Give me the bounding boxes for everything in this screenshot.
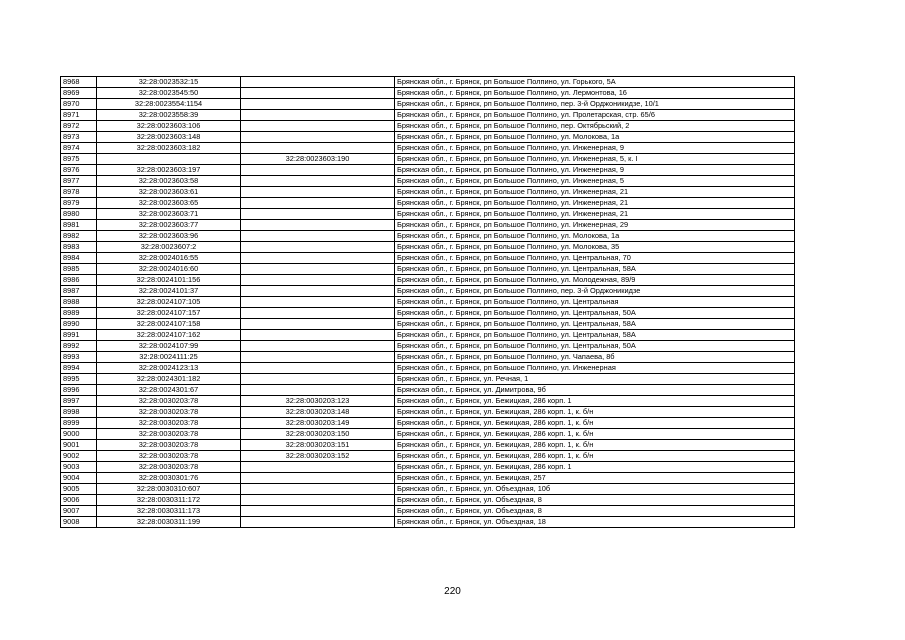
record-number-cell: 8982 <box>61 231 97 242</box>
table-row <box>61 198 795 209</box>
object-cadastral-number-cell <box>241 242 395 253</box>
table-row <box>61 121 795 132</box>
record-number-cell: 8989 <box>61 308 97 319</box>
record-number-cell: 8992 <box>61 341 97 352</box>
table-row <box>61 363 795 374</box>
cadastral-number-cell: 32:28:0024101:37 <box>97 286 241 297</box>
object-cadastral-number-cell <box>241 506 395 517</box>
object-cadastral-number-cell <box>241 275 395 286</box>
record-number-cell: 8999 <box>61 418 97 429</box>
table-row <box>61 396 795 407</box>
record-number-cell: 9003 <box>61 462 97 473</box>
table-row <box>61 77 795 88</box>
object-cadastral-number-cell <box>241 198 395 209</box>
object-cadastral-number-cell <box>241 220 395 231</box>
address-cell: Брянская обл., г. Брянск, рп Большое Полпино, ул. Центральная, 50А <box>395 341 795 352</box>
table-row <box>61 484 795 495</box>
table-row <box>61 352 795 363</box>
record-number-cell: 8990 <box>61 319 97 330</box>
address-cell: Брянская обл., г. Брянск, ул. Бежицкая, 286 корп. 1 <box>395 396 795 407</box>
object-cadastral-number-cell <box>241 517 395 528</box>
address-cell: Брянская обл., г. Брянск, рп Большое Полпино, ул. Инженерная, 5 <box>395 176 795 187</box>
cadastral-number-cell: 32:28:0024107:157 <box>97 308 241 319</box>
table-row <box>61 451 795 462</box>
table-row <box>61 341 795 352</box>
object-cadastral-number-cell <box>241 341 395 352</box>
table-row <box>61 253 795 264</box>
address-cell: Брянская обл., г. Брянск, рп Большое Полпино, ул. Лермонтова, 16 <box>395 88 795 99</box>
object-cadastral-number-cell <box>241 143 395 154</box>
cadastral-number-cell: 32:28:0024107:158 <box>97 319 241 330</box>
address-cell: Брянская обл., г. Брянск, рп Большое Полпино, ул. Инженерная, 21 <box>395 209 795 220</box>
cadastral-number-cell: 32:28:0024107:99 <box>97 341 241 352</box>
cadastral-number-cell: 32:28:0023603:148 <box>97 132 241 143</box>
object-cadastral-number-cell: 32:28:0030203:150 <box>241 429 395 440</box>
cadastral-number-cell: 32:28:0023603:65 <box>97 198 241 209</box>
address-cell: Брянская обл., г. Брянск, рп Большое Полпино, ул. Центральная, 58А <box>395 330 795 341</box>
table-row <box>61 308 795 319</box>
address-cell: Брянская обл., г. Брянск, ул. Бежицкая, 286 корп. 1, к. б/н <box>395 407 795 418</box>
record-number-cell: 8987 <box>61 286 97 297</box>
cadastral-number-cell: 32:28:0024016:60 <box>97 264 241 275</box>
table-row <box>61 154 795 165</box>
object-cadastral-number-cell <box>241 121 395 132</box>
cadastral-number-cell: 32:28:0023603:96 <box>97 231 241 242</box>
cadastral-number-cell: 32:28:0023607:2 <box>97 242 241 253</box>
record-number-cell: 8996 <box>61 385 97 396</box>
cadastral-number-cell: 32:28:0023603:182 <box>97 143 241 154</box>
record-number-cell: 8969 <box>61 88 97 99</box>
table-row <box>61 429 795 440</box>
object-cadastral-number-cell <box>241 495 395 506</box>
table-row <box>61 506 795 517</box>
cadastral-number-cell: 32:28:0023603:106 <box>97 121 241 132</box>
record-number-cell: 8975 <box>61 154 97 165</box>
object-cadastral-number-cell <box>241 253 395 264</box>
record-number-cell: 8994 <box>61 363 97 374</box>
record-number-cell: 8998 <box>61 407 97 418</box>
object-cadastral-number-cell <box>241 308 395 319</box>
cadastral-number-cell: 32:28:0030203:78 <box>97 418 241 429</box>
cadastral-number-cell: 32:28:0030203:78 <box>97 451 241 462</box>
address-cell: Брянская обл., г. Брянск, рп Большое Полпино, ул. Чапаева, 8б <box>395 352 795 363</box>
address-cell: Брянская обл., г. Брянск, рп Большое Полпино, ул. Инженерная, 5, к. I <box>395 154 795 165</box>
table-row <box>61 462 795 473</box>
table-row <box>61 264 795 275</box>
table-row <box>61 165 795 176</box>
property-register-table <box>60 76 795 528</box>
object-cadastral-number-cell <box>241 484 395 495</box>
record-number-cell: 8973 <box>61 132 97 143</box>
object-cadastral-number-cell <box>241 264 395 275</box>
object-cadastral-number-cell: 32:28:0030203:123 <box>241 396 395 407</box>
record-number-cell: 8991 <box>61 330 97 341</box>
cadastral-number-cell: 32:28:0023532:15 <box>97 77 241 88</box>
table-row <box>61 495 795 506</box>
address-cell: Брянская обл., г. Брянск, ул. Бежицкая, 257 <box>395 473 795 484</box>
cadastral-number-cell: 32:28:0023603:58 <box>97 176 241 187</box>
cadastral-number-cell: 32:28:0030301:76 <box>97 473 241 484</box>
cadastral-number-cell: 32:28:0023603:61 <box>97 187 241 198</box>
record-number-cell: 9002 <box>61 451 97 462</box>
address-cell: Брянская обл., г. Брянск, рп Большое Полпино, пер. Октябрьский, 2 <box>395 121 795 132</box>
table-row <box>61 407 795 418</box>
object-cadastral-number-cell <box>241 132 395 143</box>
address-cell: Брянская обл., г. Брянск, ул. Бежицкая, 286 корп. 1, к. б/н <box>395 440 795 451</box>
object-cadastral-number-cell <box>241 374 395 385</box>
table-row <box>61 209 795 220</box>
page-number: 220 <box>444 586 461 597</box>
address-cell: Брянская обл., г. Брянск, рп Большое Полпино, ул. Инженерная, 9 <box>395 143 795 154</box>
record-number-cell: 8983 <box>61 242 97 253</box>
object-cadastral-number-cell <box>241 297 395 308</box>
cadastral-number-cell: 32:28:0023554:1154 <box>97 99 241 110</box>
object-cadastral-number-cell <box>241 110 395 121</box>
object-cadastral-number-cell: 32:28:0030203:152 <box>241 451 395 462</box>
table-row <box>61 187 795 198</box>
record-number-cell: 9000 <box>61 429 97 440</box>
table-row <box>61 220 795 231</box>
table-row <box>61 473 795 484</box>
record-number-cell: 9006 <box>61 495 97 506</box>
address-cell: Брянская обл., г. Брянск, рп Большое Полпино, ул. Инженерная <box>395 363 795 374</box>
cadastral-number-cell: 32:28:0023545:50 <box>97 88 241 99</box>
address-cell: Брянская обл., г. Брянск, рп Большое Полпино, ул. Инженерная, 29 <box>395 220 795 231</box>
record-number-cell: 9008 <box>61 517 97 528</box>
address-cell: Брянская обл., г. Брянск, ул. Объездная, 18 <box>395 517 795 528</box>
cadastral-number-cell: 32:28:0030203:78 <box>97 462 241 473</box>
record-number-cell: 8986 <box>61 275 97 286</box>
address-cell: Брянская обл., г. Брянск, рп Большое Полпино, ул. Молокова, 1а <box>395 132 795 143</box>
address-cell: Брянская обл., г. Брянск, ул. Бежицкая, 286 корп. 1 <box>395 462 795 473</box>
cadastral-number-cell: 32:28:0030203:78 <box>97 396 241 407</box>
record-number-cell: 9007 <box>61 506 97 517</box>
object-cadastral-number-cell <box>241 165 395 176</box>
table-row <box>61 110 795 121</box>
record-number-cell: 8974 <box>61 143 97 154</box>
cadastral-number-cell: 32:28:0024101:156 <box>97 275 241 286</box>
record-number-cell: 9005 <box>61 484 97 495</box>
table-row <box>61 385 795 396</box>
object-cadastral-number-cell: 32:28:0030203:148 <box>241 407 395 418</box>
object-cadastral-number-cell <box>241 319 395 330</box>
address-cell: Брянская обл., г. Брянск, ул. Объездная, 8 <box>395 495 795 506</box>
cadastral-number-cell: 32:28:0030311:199 <box>97 517 241 528</box>
cadastral-number-cell: 32:28:0024107:105 <box>97 297 241 308</box>
record-number-cell: 8981 <box>61 220 97 231</box>
address-cell: Брянская обл., г. Брянск, рп Большое Полпино, ул. Инженерная, 21 <box>395 198 795 209</box>
cadastral-number-cell: 32:28:0024111:25 <box>97 352 241 363</box>
record-number-cell: 8995 <box>61 374 97 385</box>
record-number-cell: 8993 <box>61 352 97 363</box>
record-number-cell: 8988 <box>61 297 97 308</box>
address-cell: Брянская обл., г. Брянск, ул. Объездная, 8 <box>395 506 795 517</box>
table-row <box>61 132 795 143</box>
record-number-cell: 8997 <box>61 396 97 407</box>
object-cadastral-number-cell <box>241 77 395 88</box>
cadastral-number-cell: 32:28:0030311:172 <box>97 495 241 506</box>
record-number-cell: 8977 <box>61 176 97 187</box>
cadastral-number-cell: 32:28:0023603:71 <box>97 209 241 220</box>
cadastral-number-cell: 32:28:0024123:13 <box>97 363 241 374</box>
object-cadastral-number-cell <box>241 187 395 198</box>
address-cell: Брянская обл., г. Брянск, ул. Бежицкая, 286 корп. 1, к. б/н <box>395 451 795 462</box>
object-cadastral-number-cell <box>241 385 395 396</box>
table-row <box>61 374 795 385</box>
object-cadastral-number-cell: 32:28:0023603:190 <box>241 154 395 165</box>
address-cell: Брянская обл., г. Брянск, ул. Бежицкая, 286 корп. 1, к. б/н <box>395 418 795 429</box>
table-row <box>61 440 795 451</box>
record-number-cell: 8970 <box>61 99 97 110</box>
record-number-cell: 8979 <box>61 198 97 209</box>
cadastral-number-cell: 32:28:0023603:197 <box>97 165 241 176</box>
object-cadastral-number-cell <box>241 88 395 99</box>
object-cadastral-number-cell <box>241 363 395 374</box>
record-number-cell: 8984 <box>61 253 97 264</box>
object-cadastral-number-cell <box>241 352 395 363</box>
cadastral-number-cell: 32:28:0030310:607 <box>97 484 241 495</box>
cadastral-number-cell: 32:28:0024301:67 <box>97 385 241 396</box>
cadastral-number-cell: 32:28:0024107:162 <box>97 330 241 341</box>
record-number-cell: 8976 <box>61 165 97 176</box>
address-cell: Брянская обл., г. Брянск, рп Большое Полпино, ул. Пролетарская, стр. 65/6 <box>395 110 795 121</box>
address-cell: Брянская обл., г. Брянск, ул. Бежицкая, 286 корп. 1, к. б/н <box>395 429 795 440</box>
table-row <box>61 275 795 286</box>
address-cell: Брянская обл., г. Брянск, рп Большое Полпино, ул. Центральная <box>395 297 795 308</box>
table-row <box>61 517 795 528</box>
address-cell: Брянская обл., г. Брянск, рп Большое Полпино, ул. Молодежная, 89/9 <box>395 275 795 286</box>
address-cell: Брянская обл., г. Брянск, ул. Димитрова, 9б <box>395 385 795 396</box>
address-cell: Брянская обл., г. Брянск, рп Большое Полпино, ул. Молокова, 35 <box>395 242 795 253</box>
record-number-cell: 9001 <box>61 440 97 451</box>
address-cell: Брянская обл., г. Брянск, рп Большое Полпино, ул. Центральная, 58А <box>395 319 795 330</box>
address-cell: Брянская обл., г. Брянск, рп Большое Полпино, ул. Центральная, 50А <box>395 308 795 319</box>
cadastral-number-cell <box>97 154 241 165</box>
table-row <box>61 88 795 99</box>
object-cadastral-number-cell <box>241 99 395 110</box>
object-cadastral-number-cell <box>241 231 395 242</box>
record-number-cell: 8985 <box>61 264 97 275</box>
object-cadastral-number-cell: 32:28:0030203:149 <box>241 418 395 429</box>
table-row <box>61 176 795 187</box>
address-cell: Брянская обл., г. Брянск, рп Большое Полпино, ул. Центральная, 70 <box>395 253 795 264</box>
table-row <box>61 286 795 297</box>
table-row <box>61 143 795 154</box>
cadastral-number-cell: 32:28:0023603:77 <box>97 220 241 231</box>
record-number-cell: 8968 <box>61 77 97 88</box>
table-row <box>61 319 795 330</box>
table-row <box>61 297 795 308</box>
table-row <box>61 330 795 341</box>
object-cadastral-number-cell <box>241 330 395 341</box>
table-row <box>61 242 795 253</box>
address-cell: Брянская обл., г. Брянск, рп Большое Полпино, ул. Центральная, 58А <box>395 264 795 275</box>
address-cell: Брянская обл., г. Брянск, ул. Объездная, 10б <box>395 484 795 495</box>
address-cell: Брянская обл., г. Брянск, рп Большое Полпино, ул. Инженерная, 9 <box>395 165 795 176</box>
record-number-cell: 8972 <box>61 121 97 132</box>
object-cadastral-number-cell <box>241 462 395 473</box>
table-row <box>61 231 795 242</box>
cadastral-number-cell: 32:28:0030311:173 <box>97 506 241 517</box>
cadastral-number-cell: 32:28:0023558:39 <box>97 110 241 121</box>
address-cell: Брянская обл., г. Брянск, рп Большое Полпино, пер. 3-й Орджоникидзе <box>395 286 795 297</box>
cadastral-number-cell: 32:28:0030203:78 <box>97 440 241 451</box>
record-number-cell: 8980 <box>61 209 97 220</box>
cadastral-number-cell: 32:28:0030203:78 <box>97 407 241 418</box>
address-cell: Брянская обл., г. Брянск, рп Большое Полпино, пер. 3-й Орджоникидзе, 10/1 <box>395 99 795 110</box>
object-cadastral-number-cell <box>241 176 395 187</box>
object-cadastral-number-cell <box>241 209 395 220</box>
address-cell: Брянская обл., г. Брянск, ул. Речная, 1 <box>395 374 795 385</box>
table-row <box>61 99 795 110</box>
record-number-cell: 8971 <box>61 110 97 121</box>
object-cadastral-number-cell: 32:28:0030203:151 <box>241 440 395 451</box>
cadastral-number-cell: 32:28:0030203:78 <box>97 429 241 440</box>
object-cadastral-number-cell <box>241 473 395 484</box>
object-cadastral-number-cell <box>241 286 395 297</box>
record-number-cell: 9004 <box>61 473 97 484</box>
address-cell: Брянская обл., г. Брянск, рп Большое Полпино, ул. Горького, 5А <box>395 77 795 88</box>
address-cell: Брянская обл., г. Брянск, рп Большое Полпино, ул. Инженерная, 21 <box>395 187 795 198</box>
table-body <box>61 77 795 528</box>
cadastral-number-cell: 32:28:0024016:55 <box>97 253 241 264</box>
table-row <box>61 418 795 429</box>
cadastral-number-cell: 32:28:0024301:182 <box>97 374 241 385</box>
record-number-cell: 8978 <box>61 187 97 198</box>
address-cell: Брянская обл., г. Брянск, рп Большое Полпино, ул. Молокова, 1а <box>395 231 795 242</box>
